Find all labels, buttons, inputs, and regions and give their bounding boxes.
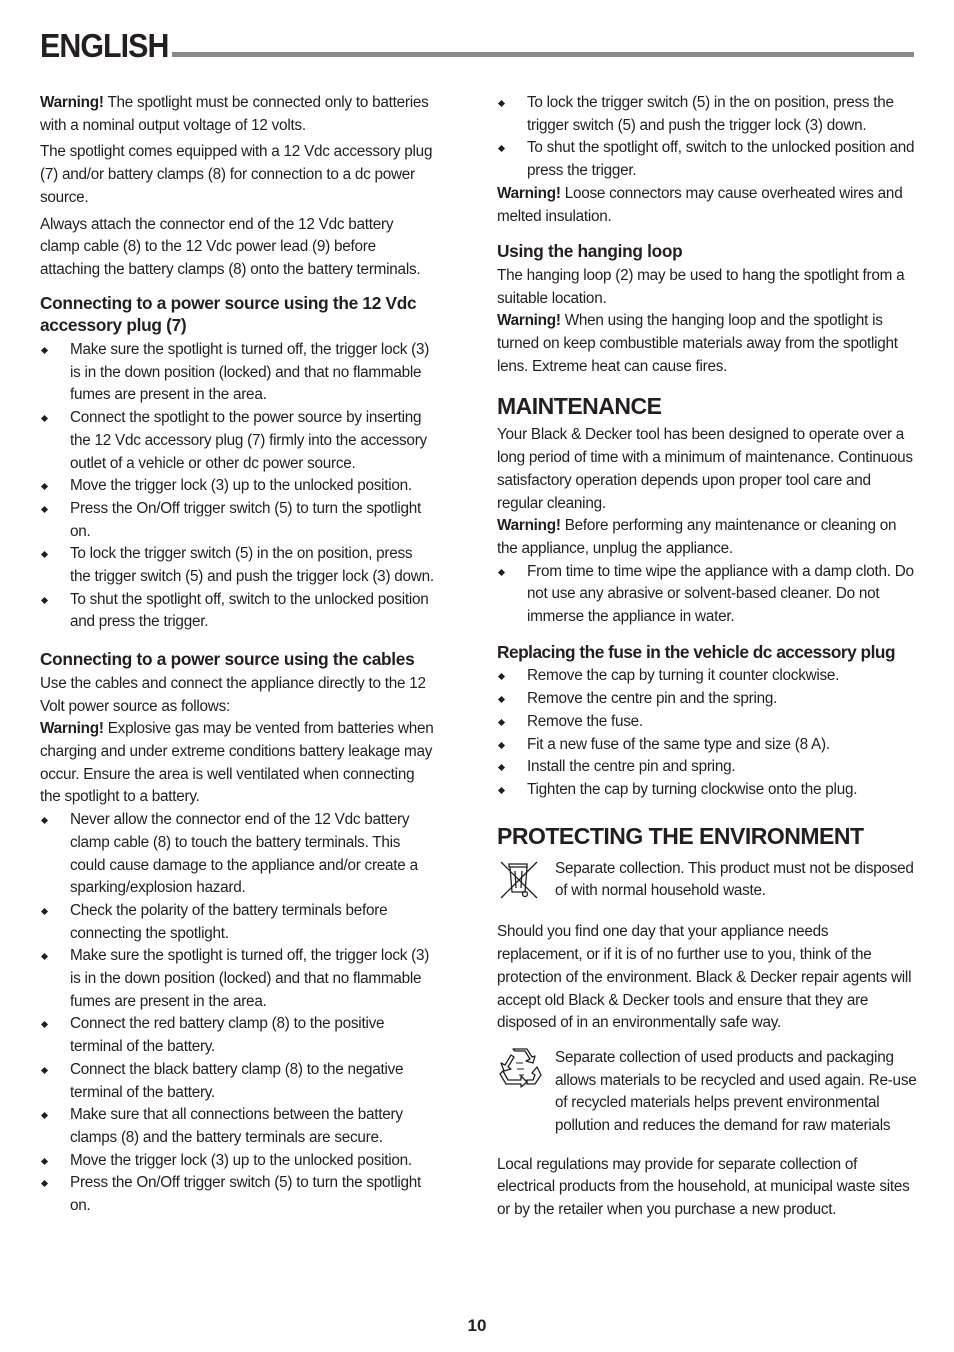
cables-section-heading: Connecting to a power source using the cables [40,649,415,670]
list-item: Never allow the connector end of the 12 Vdc battery clamp cable (8) to touch the battery terminals. This could cause damage to the appliance and/or create a sparking/explosion hazard. [40,809,436,900]
diamond-bullet-icon [41,1112,48,1119]
hanging-loop-heading: Using the hanging loop [497,241,683,262]
diamond-bullet-icon [41,1021,48,1028]
warning-label: Warning! [40,94,104,111]
diamond-bullet-icon [41,953,48,960]
environment-heading: PROTECTING THE ENVIRONMENT [497,822,864,849]
diamond-bullet-icon [41,415,48,422]
cables-intro-paragraph: Use the cables and connect the appliance directly to the 12 Volt power source as follows: [40,674,426,715]
recycling-text: Separate collection of used products and packaging allows materials to be recycled and used again. Re-use of recycled materials helps prevent environmental pollution and reduces the demand for raw materials [555,1048,917,1135]
recycling-block [497,1047,917,1138]
warning-text: Loose connectors may cause overheated wires and melted insulation. [497,184,903,225]
warning-label: Warning! [497,184,561,202]
fuse-heading: Replacing the fuse in the vehicle dc accessory plug [497,641,896,662]
voltage-warning-paragraph [40,92,436,137]
list-item: To shut the spotlight off, switch to the unlocked position and press the trigger. [40,589,436,634]
separate-collection-text: Separate collection. This product must not be disposed of with normal household waste. [555,859,914,900]
cables-steps-list [40,809,436,1218]
list-item: Connect the spotlight to the power source by inserting the 12 Vdc accessory plug (7) firmly into the accessory outlet of a vehicle or other dc power source. [40,407,436,475]
diamond-bullet-icon [498,696,505,703]
warning-text: When using the hanging loop and the spotlight is turned on keep combustible materials away from the spotlight lens. Extreme heat can cause fires. [497,312,898,375]
list-item: Move the trigger lock (3) up to the unlocked position. [40,475,436,498]
diamond-bullet-icon [498,742,505,749]
hanging-loop-warning-paragraph [497,310,917,378]
diamond-bullet-icon [498,145,505,152]
diamond-bullet-icon [498,764,505,771]
equipment-paragraph: The spotlight comes equipped with a 12 Vdc accessory plug (7) and/or battery clamps (8) for connection to a dc power source. [40,143,433,206]
diamond-bullet-icon [498,673,505,680]
diamond-bullet-icon [41,347,48,354]
maintenance-paragraph: Your Black & Decker tool has been designed to operate over a long period of time with a minimum of maintenance. Continuous satisfactory operation depends upon proper tool care and regular cleaning. [497,426,913,512]
maintenance-list [497,561,917,629]
hanging-loop-paragraph: The hanging loop (2) may be used to hang the spotlight from a suitable location. [497,266,905,307]
separate-collection-block [497,858,917,910]
list-item: Press the On/Off trigger switch (5) to turn the spotlight on. [40,498,436,543]
list-item: Install the centre pin and spring. [497,756,917,779]
cables-warning-paragraph [40,718,436,809]
language-title: ENGLISH [40,27,169,64]
diamond-bullet-icon [41,1180,48,1187]
list-item: Press the On/Off trigger switch (5) to turn the spotlight on. [40,1172,436,1217]
diamond-bullet-icon [498,719,505,726]
diamond-bullet-icon [41,597,48,604]
list-item: From time to time wipe the appliance with a damp cloth. Do not use any abrasive or solvent-based cleaner. Do not immerse the appliance in water. [497,561,917,629]
diamond-bullet-icon [41,1067,48,1074]
maintenance-heading: MAINTENANCE [497,393,662,420]
fuse-steps-list [497,665,917,801]
page-header [40,26,914,66]
diamond-bullet-icon [41,551,48,558]
list-item: To shut the spotlight off, switch to the unlocked position and press the trigger. [497,137,917,182]
list-item: Fit a new fuse of the same type and size (8 A). [497,734,917,757]
continued-steps-list [497,92,917,183]
warning-text: The spotlight must be connected only to batteries with a nominal output voltage of 12 volts. [40,94,429,134]
diamond-bullet-icon [41,817,48,824]
list-item: To lock the trigger switch (5) in the on position, press the trigger switch (5) and push the trigger lock (3) down. [40,543,436,588]
header-rule [172,52,914,57]
environment-paragraph: Should you find one day that your appliance needs replacement, or if it is of no further use to you, think of the protection of the environment. Black & Decker repair agents will accept old Black & Decker tools and ensure that they are disposed of in an environmentally safe way. [497,923,912,1032]
list-item: Remove the cap by turning it counter clockwise. [497,665,917,688]
plug-section-heading: Connecting to a power source using the 12 Vdc accessory plug (7) [40,292,417,336]
page-number: 10 [467,1316,487,1335]
diamond-bullet-icon [498,569,505,576]
list-item: Move the trigger lock (3) up to the unlocked position. [40,1150,436,1173]
list-item: Remove the fuse. [497,711,917,734]
warning-text: Before performing any maintenance or cleaning on the appliance, unplug the appliance. [497,517,897,557]
attach-paragraph: Always attach the connector end of the 12 Vdc battery clamp cable (8) to the 12 Vdc power lead (9) before attaching the battery clamps (8) onto the battery terminals. [40,215,421,278]
recycle-icon [497,1047,555,1097]
list-item: Tighten the cap by turning clockwise onto the plug. [497,779,917,802]
warning-label: Warning! [497,517,561,535]
diamond-bullet-icon [498,100,505,107]
left-column [40,92,436,1222]
maintenance-warning-paragraph [497,515,917,560]
list-item: Check the polarity of the battery terminals before connecting the spotlight. [40,900,436,945]
diamond-bullet-icon [41,506,48,513]
connector-warning-paragraph [497,183,917,228]
right-column [497,92,917,1226]
list-item: To lock the trigger switch (5) in the on position, press the trigger switch (5) and push the trigger lock (3) down. [497,92,917,137]
warning-text: Explosive gas may be vented from batteries when charging and under extreme conditions battery leakage may occur. Ensure the area is well ventilated when connecting the spotlight to a battery. [40,720,434,806]
diamond-bullet-icon [41,1158,48,1165]
list-item: Make sure that all connections between the battery clamps (8) and the battery terminals are secure. [40,1104,436,1149]
list-item: Remove the centre pin and the spring. [497,688,917,711]
diamond-bullet-icon [498,787,505,794]
list-item: Connect the red battery clamp (8) to the positive terminal of the battery. [40,1013,436,1058]
warning-label: Warning! [497,312,561,330]
diamond-bullet-icon [41,483,48,490]
diamond-bullet-icon [41,908,48,915]
list-item: Make sure the spotlight is turned off, the trigger lock (3) is in the down position (locked) and that no flammable fumes are present in the area. [40,339,436,407]
list-item: Make sure the spotlight is turned off, the trigger lock (3) is in the down position (locked) and that no flammable fumes are present in the area. [40,945,436,1013]
crossed-out-wheelie-bin-icon [497,858,555,910]
plug-steps-list [40,339,436,634]
list-item: Connect the black battery clamp (8) to the negative terminal of the battery. [40,1059,436,1104]
local-regulations-paragraph: Local regulations may provide for separate collection of electrical products from the household, at municipal waste sites or by the retailer when you purchase a new product. [497,1155,910,1219]
warning-label: Warning! [40,720,104,738]
